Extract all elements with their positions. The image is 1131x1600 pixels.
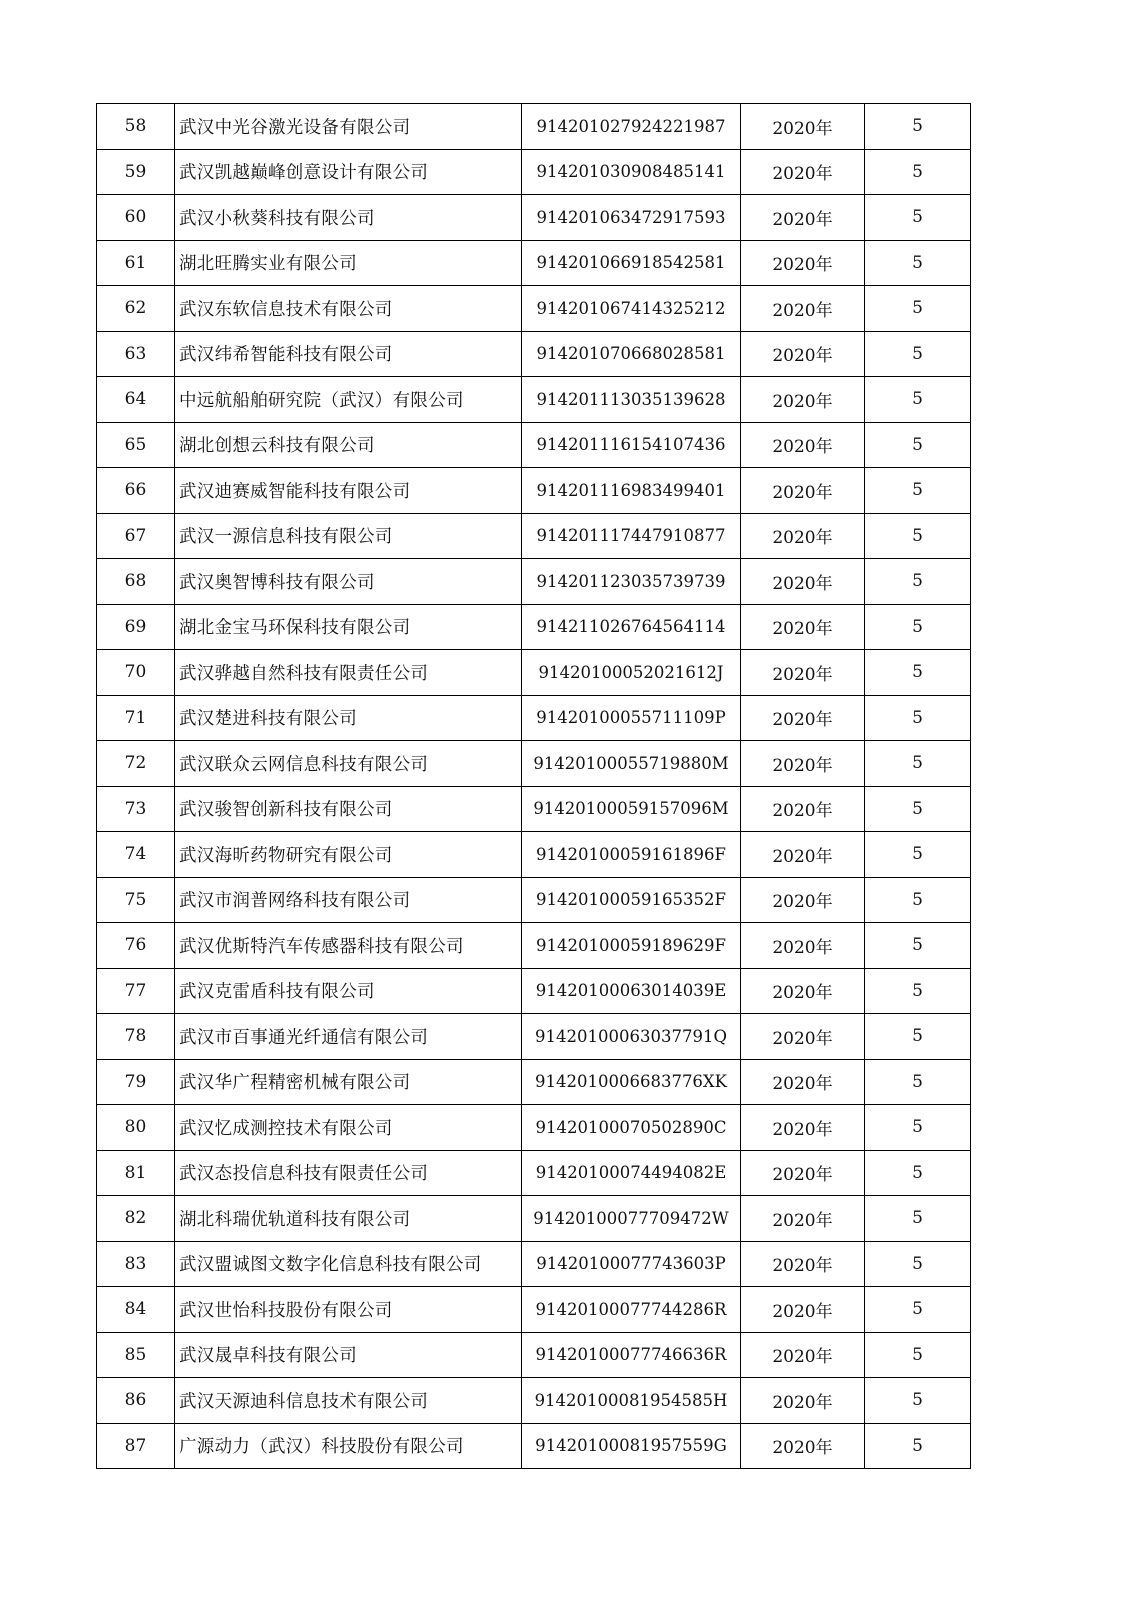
credit-code-cell: 91420100081957559G: [522, 1423, 741, 1469]
year-cell: 2020年: [741, 1423, 865, 1469]
score-cell: 5: [865, 1332, 971, 1378]
table-row: [97, 559, 971, 605]
company-name-cell: 武汉天源迪科信息技术有限公司: [175, 1378, 522, 1424]
score-cell: 5: [865, 1105, 971, 1151]
score-cell: 5: [865, 877, 971, 923]
year-cell: 2020年: [741, 422, 865, 468]
score-cell: 5: [865, 1423, 971, 1469]
year-cell: 2020年: [741, 832, 865, 878]
year-cell: 2020年: [741, 1332, 865, 1378]
row-number-cell: 85: [97, 1332, 175, 1378]
credit-code-cell: 914201030908485141: [522, 149, 741, 195]
score-cell: 5: [865, 695, 971, 741]
score-cell: 5: [865, 149, 971, 195]
company-name-cell: 武汉东软信息技术有限公司: [175, 286, 522, 332]
score-cell: 5: [865, 968, 971, 1014]
year-cell: 2020年: [741, 331, 865, 377]
company-name-cell: 武汉市百事通光纤通信有限公司: [175, 1014, 522, 1060]
year-cell: 2020年: [741, 104, 865, 150]
score-cell: 5: [865, 422, 971, 468]
year-cell: 2020年: [741, 741, 865, 787]
row-number-cell: 60: [97, 195, 175, 241]
table-row: [97, 650, 971, 696]
credit-code-cell: 914201116154107436: [522, 422, 741, 468]
table-row: [97, 240, 971, 286]
score-cell: 5: [865, 1378, 971, 1424]
table-row: [97, 1150, 971, 1196]
row-number-cell: 81: [97, 1150, 175, 1196]
credit-code-cell: 914201116983499401: [522, 468, 741, 514]
score-cell: 5: [865, 468, 971, 514]
table-row: [97, 377, 971, 423]
row-number-cell: 75: [97, 877, 175, 923]
score-cell: 5: [865, 650, 971, 696]
score-cell: 5: [865, 513, 971, 559]
company-name-cell: 广源动力（武汉）科技股份有限公司: [175, 1423, 522, 1469]
company-name-cell: 武汉华广程精密机械有限公司: [175, 1059, 522, 1105]
row-number-cell: 66: [97, 468, 175, 514]
score-cell: 5: [865, 1196, 971, 1242]
row-number-cell: 68: [97, 559, 175, 605]
table-row: [97, 877, 971, 923]
credit-code-cell: 91420100052021612J: [522, 650, 741, 696]
year-cell: 2020年: [741, 240, 865, 286]
year-cell: 2020年: [741, 559, 865, 605]
company-name-cell: 湖北科瑞优轨道科技有限公司: [175, 1196, 522, 1242]
score-cell: 5: [865, 240, 971, 286]
credit-code-cell: 91420100055719880M: [522, 741, 741, 787]
year-cell: 2020年: [741, 286, 865, 332]
table-row: [97, 741, 971, 787]
company-name-cell: 武汉克雷盾科技有限公司: [175, 968, 522, 1014]
company-name-cell: 中远航船舶研究院（武汉）有限公司: [175, 377, 522, 423]
score-cell: 5: [865, 286, 971, 332]
row-number-cell: 78: [97, 1014, 175, 1060]
row-number-cell: 80: [97, 1105, 175, 1151]
row-number-cell: 77: [97, 968, 175, 1014]
row-number-cell: 87: [97, 1423, 175, 1469]
table-row: [97, 422, 971, 468]
table-row: [97, 923, 971, 969]
table-row: [97, 786, 971, 832]
year-cell: 2020年: [741, 1287, 865, 1333]
credit-code-cell: 914201067414325212: [522, 286, 741, 332]
row-number-cell: 67: [97, 513, 175, 559]
company-name-cell: 湖北旺腾实业有限公司: [175, 240, 522, 286]
table-row: [97, 149, 971, 195]
credit-code-cell: 914211026764564114: [522, 604, 741, 650]
credit-code-cell: 91420100063037791Q: [522, 1014, 741, 1060]
table-row: [97, 195, 971, 241]
table-row: [97, 1332, 971, 1378]
credit-code-cell: 914201117447910877: [522, 513, 741, 559]
year-cell: 2020年: [741, 377, 865, 423]
row-number-cell: 79: [97, 1059, 175, 1105]
credit-code-cell: 91420100059165352F: [522, 877, 741, 923]
table-row: [97, 286, 971, 332]
score-cell: 5: [865, 1150, 971, 1196]
row-number-cell: 65: [97, 422, 175, 468]
company-name-cell: 武汉骅越自然科技有限责任公司: [175, 650, 522, 696]
table-row: [97, 104, 971, 150]
table-row: [97, 832, 971, 878]
table-row: [97, 1287, 971, 1333]
company-name-cell: 武汉晟卓科技有限公司: [175, 1332, 522, 1378]
company-name-cell: 武汉海昕药物研究有限公司: [175, 832, 522, 878]
table-row: [97, 1014, 971, 1060]
table-row: [97, 968, 971, 1014]
year-cell: 2020年: [741, 1105, 865, 1151]
company-name-cell: 武汉市润普网络科技有限公司: [175, 877, 522, 923]
company-name-cell: 武汉迪赛威智能科技有限公司: [175, 468, 522, 514]
company-name-cell: 武汉联众云网信息科技有限公司: [175, 741, 522, 787]
year-cell: 2020年: [741, 877, 865, 923]
row-number-cell: 70: [97, 650, 175, 696]
credit-code-cell: 91420100074494082E: [522, 1150, 741, 1196]
company-table: [96, 103, 971, 1469]
score-cell: 5: [865, 604, 971, 650]
credit-code-cell: 91420100055711109P: [522, 695, 741, 741]
row-number-cell: 69: [97, 604, 175, 650]
credit-code-cell: 91420100059157096M: [522, 786, 741, 832]
row-number-cell: 71: [97, 695, 175, 741]
credit-code-cell: 91420100077743603P: [522, 1241, 741, 1287]
credit-code-cell: 91420100077744286R: [522, 1287, 741, 1333]
company-name-cell: 武汉骏智创新科技有限公司: [175, 786, 522, 832]
year-cell: 2020年: [741, 1378, 865, 1424]
score-cell: 5: [865, 832, 971, 878]
row-number-cell: 76: [97, 923, 175, 969]
company-name-cell: 武汉中光谷激光设备有限公司: [175, 104, 522, 150]
score-cell: 5: [865, 923, 971, 969]
credit-code-cell: 91420100059189629F: [522, 923, 741, 969]
score-cell: 5: [865, 104, 971, 150]
table-row: [97, 331, 971, 377]
table-row: [97, 1378, 971, 1424]
table-row: [97, 513, 971, 559]
year-cell: 2020年: [741, 604, 865, 650]
company-name-cell: 武汉世怡科技股份有限公司: [175, 1287, 522, 1333]
row-number-cell: 73: [97, 786, 175, 832]
row-number-cell: 86: [97, 1378, 175, 1424]
credit-code-cell: 914201063472917593: [522, 195, 741, 241]
credit-code-cell: 914201066918542581: [522, 240, 741, 286]
score-cell: 5: [865, 1059, 971, 1105]
year-cell: 2020年: [741, 650, 865, 696]
row-number-cell: 83: [97, 1241, 175, 1287]
table-row: [97, 604, 971, 650]
year-cell: 2020年: [741, 695, 865, 741]
company-name-cell: 武汉奥智博科技有限公司: [175, 559, 522, 605]
table-row: [97, 695, 971, 741]
score-cell: 5: [865, 1014, 971, 1060]
row-number-cell: 61: [97, 240, 175, 286]
score-cell: 5: [865, 786, 971, 832]
score-cell: 5: [865, 559, 971, 605]
row-number-cell: 59: [97, 149, 175, 195]
year-cell: 2020年: [741, 923, 865, 969]
credit-code-cell: 914201123035739739: [522, 559, 741, 605]
year-cell: 2020年: [741, 195, 865, 241]
year-cell: 2020年: [741, 786, 865, 832]
year-cell: 2020年: [741, 468, 865, 514]
table-row: [97, 1105, 971, 1151]
year-cell: 2020年: [741, 1150, 865, 1196]
year-cell: 2020年: [741, 513, 865, 559]
row-number-cell: 64: [97, 377, 175, 423]
row-number-cell: 82: [97, 1196, 175, 1242]
year-cell: 2020年: [741, 149, 865, 195]
table-row: [97, 1059, 971, 1105]
table-row: [97, 1423, 971, 1469]
score-cell: 5: [865, 195, 971, 241]
company-name-cell: 武汉纬希智能科技有限公司: [175, 331, 522, 377]
company-name-cell: 湖北金宝马环保科技有限公司: [175, 604, 522, 650]
credit-code-cell: 9142010006683776XK: [522, 1059, 741, 1105]
company-name-cell: 武汉凯越巅峰创意设计有限公司: [175, 149, 522, 195]
credit-code-cell: 914201070668028581: [522, 331, 741, 377]
credit-code-cell: 914201027924221987: [522, 104, 741, 150]
score-cell: 5: [865, 1287, 971, 1333]
company-name-cell: 武汉小秋葵科技有限公司: [175, 195, 522, 241]
year-cell: 2020年: [741, 1241, 865, 1287]
table-row: [97, 468, 971, 514]
company-name-cell: 武汉优斯特汽车传感器科技有限公司: [175, 923, 522, 969]
company-name-cell: 武汉忆成测控技术有限公司: [175, 1105, 522, 1151]
row-number-cell: 62: [97, 286, 175, 332]
company-table-body: [97, 104, 971, 1469]
score-cell: 5: [865, 741, 971, 787]
year-cell: 2020年: [741, 968, 865, 1014]
row-number-cell: 84: [97, 1287, 175, 1333]
company-name-cell: 武汉楚进科技有限公司: [175, 695, 522, 741]
company-name-cell: 武汉一源信息科技有限公司: [175, 513, 522, 559]
score-cell: 5: [865, 377, 971, 423]
credit-code-cell: 914201113035139628: [522, 377, 741, 423]
company-name-cell: 湖北创想云科技有限公司: [175, 422, 522, 468]
year-cell: 2020年: [741, 1196, 865, 1242]
credit-code-cell: 91420100081954585H: [522, 1378, 741, 1424]
credit-code-cell: 91420100077746636R: [522, 1332, 741, 1378]
credit-code-cell: 91420100063014039E: [522, 968, 741, 1014]
table-row: [97, 1196, 971, 1242]
row-number-cell: 74: [97, 832, 175, 878]
company-name-cell: 武汉盟诚图文数字化信息科技有限公司: [175, 1241, 522, 1287]
company-name-cell: 武汉态投信息科技有限责任公司: [175, 1150, 522, 1196]
credit-code-cell: 91420100077709472W: [522, 1196, 741, 1242]
table-row: [97, 1241, 971, 1287]
credit-code-cell: 91420100059161896F: [522, 832, 741, 878]
score-cell: 5: [865, 1241, 971, 1287]
credit-code-cell: 91420100070502890C: [522, 1105, 741, 1151]
score-cell: 5: [865, 331, 971, 377]
year-cell: 2020年: [741, 1059, 865, 1105]
row-number-cell: 63: [97, 331, 175, 377]
row-number-cell: 72: [97, 741, 175, 787]
row-number-cell: 58: [97, 104, 175, 150]
year-cell: 2020年: [741, 1014, 865, 1060]
